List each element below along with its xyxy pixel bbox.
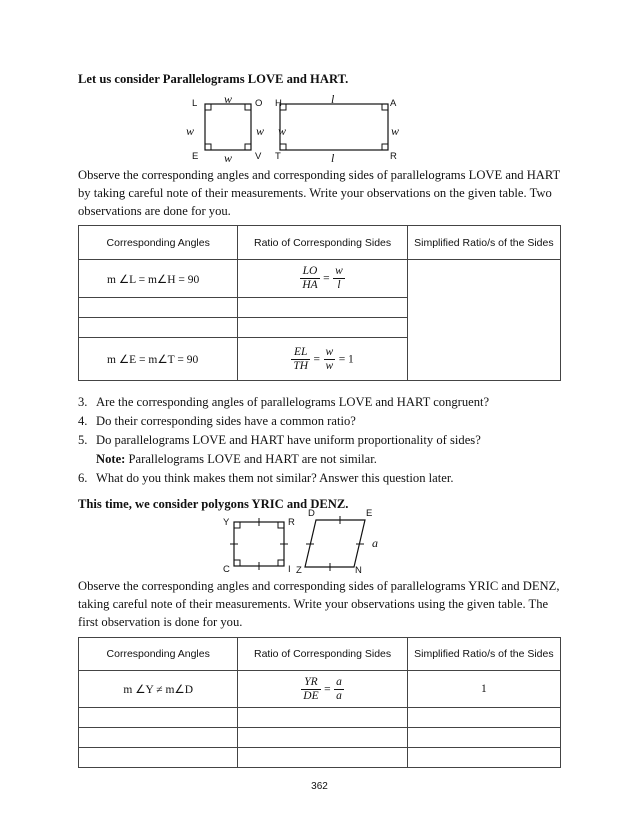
hart-top-side: l <box>331 92 335 106</box>
table2-row3-ratio[interactable] <box>238 728 407 748</box>
table2-row4-angle[interactable] <box>79 748 238 768</box>
note: Note: Parallelograms LOVE and HART are not similar. <box>96 452 377 466</box>
hart-shape <box>280 104 388 150</box>
vertex-Z: Z <box>296 565 302 576</box>
table2-row4-ratio[interactable] <box>238 748 407 768</box>
table2-row3-simplified[interactable] <box>407 728 560 748</box>
table2-header-angles: Corresponding Angles <box>79 638 238 671</box>
observation-table-1 <box>78 225 561 381</box>
question-6: 6. What do you think makes them not similar? Answer this question later. <box>78 471 454 485</box>
love-top-side: w <box>224 92 233 106</box>
vertex-C: C <box>223 564 230 575</box>
vertex-L: L <box>192 98 198 109</box>
table2-header-simplified: Simplified Ratio/s of the Sides <box>407 638 560 671</box>
vertex-T: T <box>275 151 281 162</box>
section2-heading: This time, we consider polygons YRIC and DENZ. <box>78 497 349 511</box>
vertex-O: O <box>255 98 263 109</box>
hart-right-side: w <box>391 124 400 138</box>
love-right-side: w <box>256 124 265 138</box>
table2-row1-ratio: $\frac{YR}{DE}$ = $\frac{a}{a}$ <box>238 671 407 708</box>
table2-row1-angle: m ∠Y ≠ m∠D <box>79 671 238 708</box>
page-number: 362 <box>311 781 328 792</box>
section2-instruction: Observe the corresponding angles and corresponding sides of parallelograms YRIC and DENZ, taking careful note of their measurements. Write your observations using the given table. The first observation is done for you. <box>78 579 560 629</box>
vertex-E: E <box>192 151 199 162</box>
table2-row2-simplified[interactable] <box>407 708 560 728</box>
table2-row3-angle[interactable] <box>79 728 238 748</box>
table2-row2-angle[interactable] <box>79 708 238 728</box>
table1-header-simplified: Simplified Ratio/s of the Sides <box>407 226 560 260</box>
table1-row4-ratio: $\frac{EL}{TH}$ = $\frac{w}{w}$ = 1 <box>238 338 407 381</box>
vertex-N: N <box>355 565 362 576</box>
table1-row2-angle[interactable] <box>79 298 238 318</box>
table1-header-angles: Corresponding Angles <box>79 226 238 260</box>
question-list <box>78 393 568 488</box>
vertex-Y: Y <box>223 517 230 528</box>
table1-row1-angle: m ∠L = m∠H = 90 <box>79 260 238 298</box>
vertex-R2: R <box>288 517 295 528</box>
table1-row2-ratio[interactable] <box>238 298 407 318</box>
vertex-H: H <box>275 98 282 109</box>
vertex-D: D <box>308 508 315 519</box>
vertex-A: A <box>390 98 397 109</box>
table1-simplified-cell[interactable] <box>407 260 560 381</box>
table1-row4-angle: m ∠E = m∠T = 90 <box>79 338 238 381</box>
figure-yric-denz <box>220 508 400 576</box>
yric-shape <box>234 522 284 566</box>
observation-table-2 <box>78 637 561 768</box>
table1-row3-angle[interactable] <box>79 318 238 338</box>
table2-row1-simplified: 1 <box>407 671 560 708</box>
question-5: 5. Do parallelograms LOVE and HART have uniform proportionality of sides? <box>78 433 481 447</box>
table2-row2-ratio[interactable] <box>238 708 407 728</box>
vertex-V: V <box>255 151 262 162</box>
hart-bottom-side: l <box>331 151 335 165</box>
denz-side-label: a <box>372 536 378 550</box>
question-3: 3. Are the corresponding angles of parallelograms LOVE and HART congruent? <box>78 395 490 409</box>
figure-love-hart <box>180 94 410 168</box>
love-left-side: w <box>186 124 195 138</box>
parallelograms-diagram <box>180 94 410 168</box>
vertex-R: R <box>390 151 397 162</box>
love-right-angle-marks <box>205 104 251 150</box>
section1-instruction: Observe the corresponding angles and corresponding sides of parallelograms LOVE and HART by taking careful note of their measurements. Write your observations on the given table. Two observations are done for you. <box>78 168 561 218</box>
hart-left-side: w <box>278 124 287 138</box>
table1-header-ratio: Ratio of Corresponding Sides <box>238 226 407 260</box>
section1-heading: Let us consider Parallelograms LOVE and HART. <box>78 72 349 86</box>
vertex-E2: E <box>366 508 373 519</box>
table2-row4-simplified[interactable] <box>407 748 560 768</box>
table1-row3-ratio[interactable] <box>238 318 407 338</box>
yric-tick-marks <box>230 518 288 570</box>
question-4: 4. Do their corresponding sides have a common ratio? <box>78 414 356 428</box>
hart-right-angle-marks <box>280 104 388 150</box>
table2-header-ratio: Ratio of Corresponding Sides <box>238 638 407 671</box>
love-bottom-side: w <box>224 151 233 165</box>
love-shape <box>205 104 251 150</box>
yric-right-angle-marks <box>234 522 284 566</box>
table1-row1-ratio: $\frac{LO}{HA}$ = $\frac{w}{l}$ <box>238 260 407 298</box>
vertex-I: I <box>288 564 291 575</box>
